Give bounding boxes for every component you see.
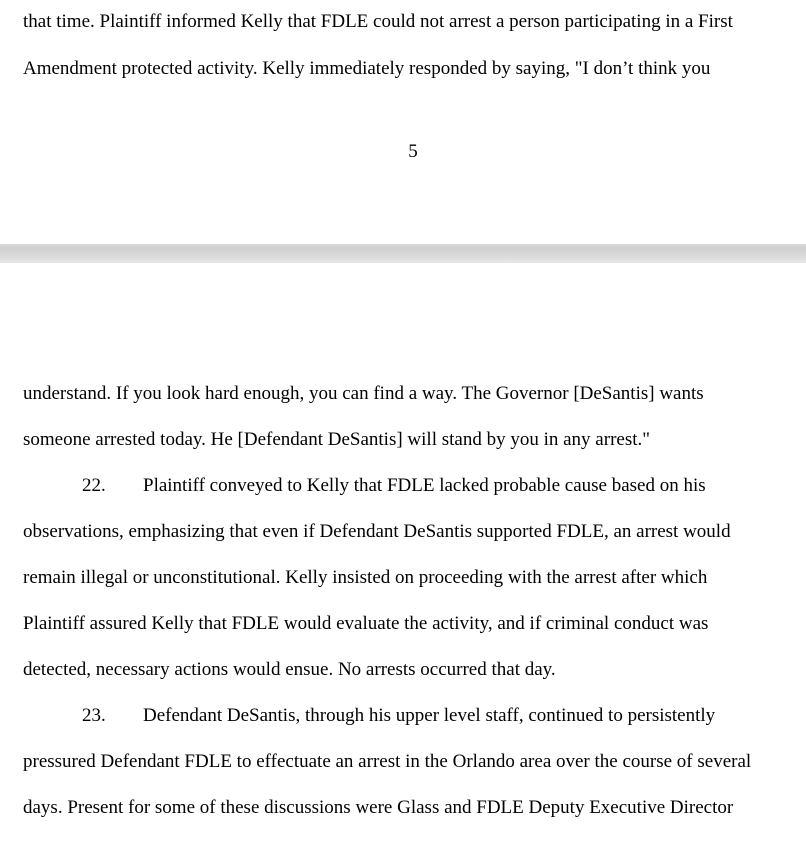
paragraph-text: Plaintiff conveyed to Kelly that FDLE lacked probable cause based on his (143, 475, 706, 496)
document-page-upper (0, 0, 806, 244)
document-page-lower (0, 263, 806, 843)
text-line: Plaintiff assured Kelly that FDLE would evaluate the activity, and if criminal conduct was (23, 613, 709, 634)
text-line: detected, necessary actions would ensue. No arrests occurred that day. (23, 659, 556, 680)
paragraph-23-first-line (23, 704, 715, 728)
text-line: that time. Plaintiff informed Kelly that FDLE could not arrest a person participating in a First (23, 11, 733, 32)
paragraph-text: Defendant DeSantis, through his upper level staff, continued to persistently (143, 705, 716, 726)
text-line: someone arrested today. He [Defendant DeSantis] will stand by you in any arrest." (23, 429, 651, 450)
text-line: Amendment protected activity. Kelly immediately responded by saying, "I don’t think you (23, 58, 711, 79)
paragraph-22-first-line (23, 474, 706, 498)
paragraph-number: 22. (82, 475, 106, 496)
text-line: understand. If you look hard enough, you can find a way. The Governor [DeSantis] wants (23, 383, 704, 404)
text-line: observations, emphasizing that even if Defendant DeSantis supported FDLE, an arrest would (23, 521, 731, 542)
page-separator (0, 244, 806, 263)
text-line: days. Present for some of these discussions were Glass and FDLE Deputy Executive Director (23, 797, 734, 818)
page-number: 5 (408, 141, 418, 162)
text-line: remain illegal or unconstitutional. Kelly insisted on proceeding with the arrest after which (23, 567, 708, 588)
text-line: pressured Defendant FDLE to effectuate an arrest in the Orlando area over the course of several (23, 751, 752, 772)
paragraph-number: 23. (82, 705, 106, 726)
